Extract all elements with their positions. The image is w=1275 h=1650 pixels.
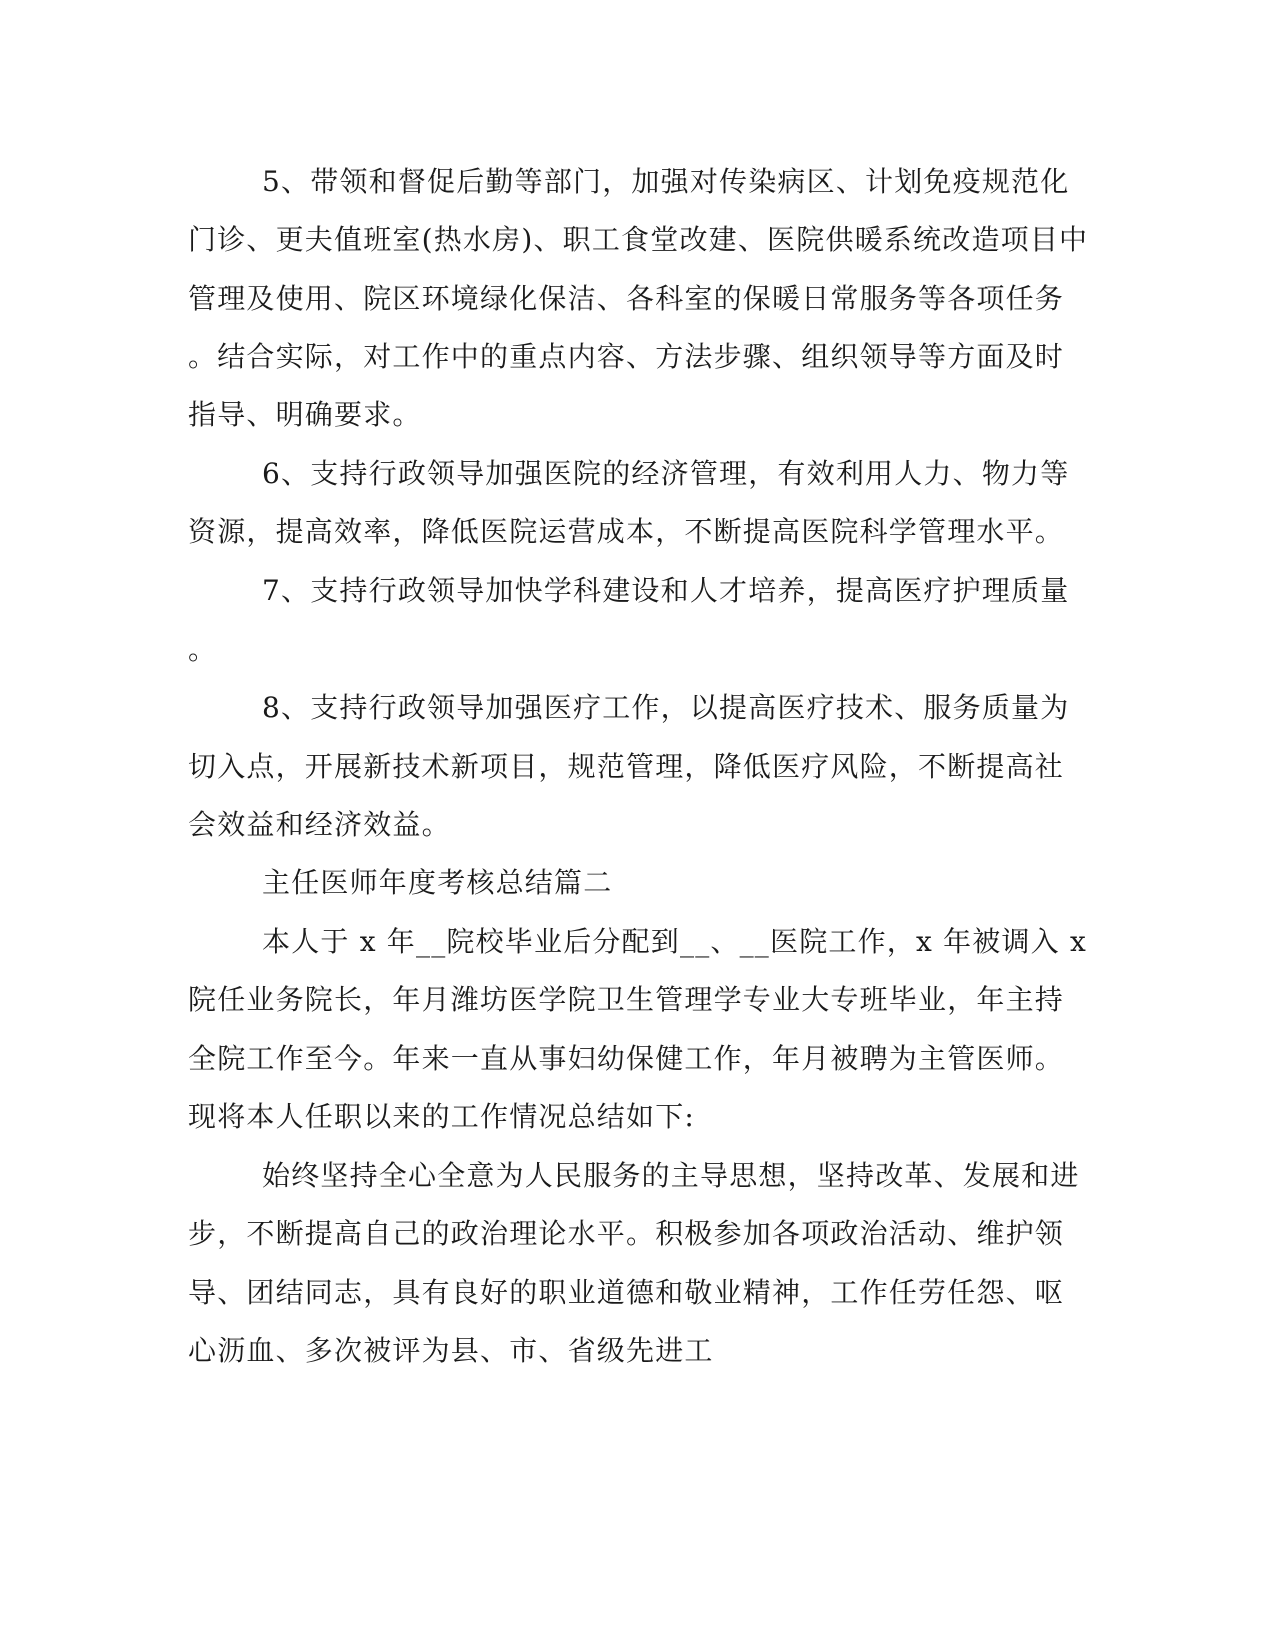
paragraph-line: 院任业务院长，年月潍坊医学院卫生管理学专业大专班毕业，年主持 [188,983,1065,1016]
paragraph-line: 心沥血、多次被评为县、市、省级先进工 [188,1334,714,1367]
paragraph-line: 8、支持行政领导加强医疗工作，以提高医疗技术、服务质量为 [262,691,1070,724]
paragraph-line: 指导、明确要求。 [188,398,422,431]
paragraph-line: 5、带领和督促后勤等部门，加强对传染病区、计划免疫规范化 [262,165,1070,198]
paragraph-line: 会效益和经济效益。 [188,808,451,841]
paragraph-line: 。结合实际，对工作中的重点内容、方法步骤、组织领导等方面及时 [188,340,1065,373]
paragraph-line: 资源，提高效率，降低医院运营成本，不断提高医院科学管理水平。 [188,515,1065,548]
paragraph-line: 全院工作至今。年来一直从事妇幼保健工作，年月被聘为主管医师。 [188,1042,1065,1075]
paragraph-line: 切入点，开展新技术新项目，规范管理，降低医疗风险，不断提高社 [188,750,1065,783]
paragraph-line: 始终坚持全心全意为人民服务的主导思想，坚持改革、发展和进 [262,1159,1080,1192]
paragraph-line: 现将本人任职以来的工作情况总结如下: [188,1100,696,1133]
paragraph-line: 管理及使用、院区环境绿化保洁、各科室的保暖日常服务等各项任务 [188,282,1065,315]
paragraph-line: 门诊、更夫值班室(热水房)、职工食堂改建、医院供暖系统改造项目中 [188,223,1089,256]
paragraph-line: 步，不断提高自己的政治理论水平。积极参加各项政治活动、维护领 [188,1217,1065,1250]
paragraph-line: 本人于 x 年__院校毕业后分配到__、__医院工作，x 年被调入 x [262,925,1087,958]
paragraph-line: 。 [188,633,218,666]
paragraph-line: 6、支持行政领导加强医院的经济管理，有效利用人力、物力等 [262,457,1070,490]
paragraph-line: 7、支持行政领导加快学科建设和人才培养，提高医疗护理质量 [262,574,1070,607]
section-heading: 主任医师年度考核总结篇二 [262,866,613,899]
paragraph-line: 导、团结同志，具有良好的职业道德和敬业精神，工作任劳任怨、呕 [188,1276,1065,1309]
